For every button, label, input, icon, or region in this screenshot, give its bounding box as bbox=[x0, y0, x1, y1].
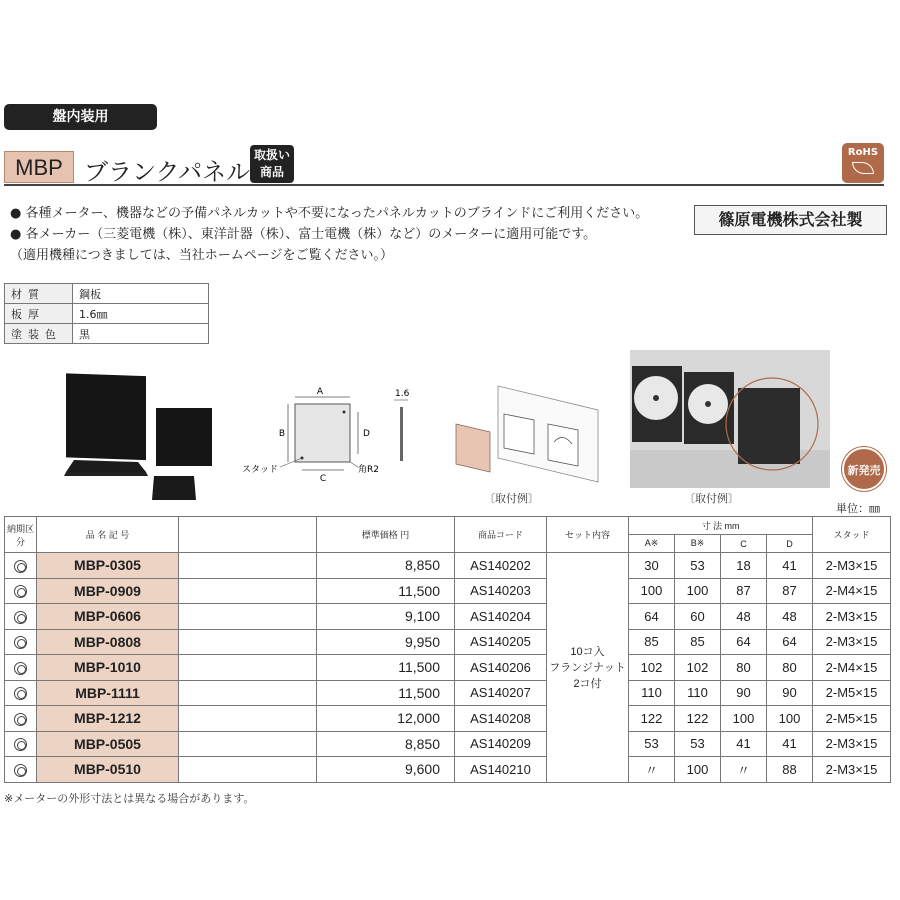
stud-spec: 2-M5×15 bbox=[813, 706, 891, 732]
table-row bbox=[5, 553, 891, 579]
dim-a: 30 bbox=[629, 553, 675, 579]
table-row bbox=[5, 578, 891, 604]
dim-a: 122 bbox=[629, 706, 675, 732]
blank-cell bbox=[179, 604, 317, 630]
blank-cell bbox=[179, 578, 317, 604]
leaf-icon bbox=[852, 162, 874, 174]
dim-d: 88 bbox=[767, 757, 813, 783]
dim-d: 48 bbox=[767, 604, 813, 630]
product-table bbox=[4, 516, 891, 783]
delivery-mark bbox=[5, 680, 37, 706]
product-code-cell: AS140206 bbox=[455, 655, 547, 681]
dim-b: 100 bbox=[675, 757, 721, 783]
thickness-label: 1.6 bbox=[395, 389, 410, 399]
part-number: MBP-0909 bbox=[37, 578, 179, 604]
product-code-cell: AS140202 bbox=[455, 553, 547, 579]
radius-label: 角R2 bbox=[358, 465, 379, 475]
dim-c: 41 bbox=[721, 731, 767, 757]
maker-label: 篠原電機株式会社製 bbox=[694, 205, 887, 235]
mounting-example-2 bbox=[630, 350, 830, 488]
dim-d: 41 bbox=[767, 731, 813, 757]
double-circle-icon bbox=[14, 611, 27, 624]
price: 9,600 bbox=[317, 757, 455, 783]
dim-c: 100 bbox=[721, 706, 767, 732]
set-content-line: フランジナット bbox=[549, 662, 626, 675]
blank-cell bbox=[179, 553, 317, 579]
delivery-mark bbox=[5, 757, 37, 783]
dim-c: 90 bbox=[721, 680, 767, 706]
dim-b: 53 bbox=[675, 553, 721, 579]
dim-c: 80 bbox=[721, 655, 767, 681]
rohs-badge bbox=[842, 143, 884, 183]
handling-badge bbox=[250, 145, 294, 183]
dimension-diagram bbox=[240, 382, 420, 487]
delivery-mark bbox=[5, 629, 37, 655]
header-set: セット内容 bbox=[547, 517, 629, 553]
delivery-mark bbox=[5, 604, 37, 630]
dim-b: 122 bbox=[675, 706, 721, 732]
header-price: 標準価格 円 bbox=[317, 517, 455, 553]
blank-cell bbox=[179, 757, 317, 783]
blank-cell bbox=[179, 731, 317, 757]
spec-key: 材質 bbox=[5, 284, 73, 304]
stud-spec: 2-M5×15 bbox=[813, 680, 891, 706]
header-c: C bbox=[721, 535, 767, 553]
footnote: ※メーターの外形寸法とは異なる場合があります。 bbox=[4, 792, 255, 805]
part-number: MBP-0305 bbox=[37, 553, 179, 579]
part-number: MBP-0510 bbox=[37, 757, 179, 783]
dim-a: 100 bbox=[629, 578, 675, 604]
dim-d: 87 bbox=[767, 578, 813, 604]
example-caption: 〔取付例〕 bbox=[684, 492, 739, 505]
double-circle-icon bbox=[14, 713, 27, 726]
part-number: MBP-0505 bbox=[37, 731, 179, 757]
dim-b: 100 bbox=[675, 578, 721, 604]
stud-spec: 2-M3×15 bbox=[813, 629, 891, 655]
header-delivery: 納期区分 bbox=[5, 517, 37, 553]
dim-a-label: A bbox=[316, 387, 324, 397]
double-circle-icon bbox=[14, 738, 27, 751]
delivery-mark bbox=[5, 655, 37, 681]
header-stud: スタッド bbox=[813, 517, 891, 553]
blank-cell bbox=[179, 680, 317, 706]
table-row bbox=[5, 655, 891, 681]
delivery-mark bbox=[5, 731, 37, 757]
delivery-mark bbox=[5, 706, 37, 732]
header-blank bbox=[179, 517, 317, 553]
dim-c-label: C bbox=[319, 474, 327, 484]
price: 11,500 bbox=[317, 578, 455, 604]
product-code-cell: AS140204 bbox=[455, 604, 547, 630]
price: 8,850 bbox=[317, 553, 455, 579]
dim-d: 41 bbox=[767, 553, 813, 579]
example-caption: 〔取付例〕 bbox=[484, 492, 539, 505]
spec-value: 黒 bbox=[73, 324, 209, 344]
feature-item: ● 各種メーター、機器などの予備パネルカットや不要になったパネルカットのブラインドにご利用ください。 bbox=[10, 206, 649, 221]
blank-cell bbox=[179, 629, 317, 655]
table-row bbox=[5, 706, 891, 732]
dim-b: 102 bbox=[675, 655, 721, 681]
mounting-example-1 bbox=[450, 384, 610, 484]
new-badge: 新発売 bbox=[842, 447, 886, 491]
dim-c: 64 bbox=[721, 629, 767, 655]
dim-a: 110 bbox=[629, 680, 675, 706]
spec-key: 板厚 bbox=[5, 304, 73, 324]
dim-b-label: B bbox=[278, 429, 286, 439]
feature-item: （適用機種につきましては、当社ホームページをご覧ください。） bbox=[10, 248, 393, 263]
dim-c: 〃 bbox=[721, 757, 767, 783]
spec-value: 1.6㎜ bbox=[73, 304, 209, 324]
dim-d: 80 bbox=[767, 655, 813, 681]
category-tag: 盤内装用 bbox=[4, 104, 157, 130]
dim-c: 87 bbox=[721, 578, 767, 604]
dim-d: 64 bbox=[767, 629, 813, 655]
header-dims: 寸 法 mm bbox=[629, 517, 813, 535]
table-row bbox=[5, 680, 891, 706]
header-b: B※ bbox=[675, 535, 721, 553]
dim-c: 18 bbox=[721, 553, 767, 579]
stud-spec: 2-M4×15 bbox=[813, 655, 891, 681]
price: 9,950 bbox=[317, 629, 455, 655]
set-content-line: 10コ入 bbox=[570, 646, 605, 659]
product-code-cell: AS140203 bbox=[455, 578, 547, 604]
double-circle-icon bbox=[14, 687, 27, 700]
double-circle-icon bbox=[14, 560, 27, 573]
table-row bbox=[5, 731, 891, 757]
delivery-mark bbox=[5, 578, 37, 604]
dim-b: 53 bbox=[675, 731, 721, 757]
part-number: MBP-0808 bbox=[37, 629, 179, 655]
header-code: 商品コード bbox=[455, 517, 547, 553]
set-content-line: 2コ付 bbox=[573, 678, 602, 691]
part-number: MBP-0606 bbox=[37, 604, 179, 630]
stud-label: スタッド bbox=[242, 465, 279, 475]
header-d: D bbox=[767, 535, 813, 553]
table-row bbox=[5, 604, 891, 630]
stud-spec: 2-M3×15 bbox=[813, 553, 891, 579]
dim-d-label: D bbox=[363, 429, 370, 439]
double-circle-icon bbox=[14, 764, 27, 777]
product-code-cell: AS140207 bbox=[455, 680, 547, 706]
table-row bbox=[5, 629, 891, 655]
double-circle-icon bbox=[14, 636, 27, 649]
part-number: MBP-1111 bbox=[37, 680, 179, 706]
set-content bbox=[547, 553, 629, 783]
header-a: A※ bbox=[629, 535, 675, 553]
dim-a: 85 bbox=[629, 629, 675, 655]
feature-list bbox=[10, 203, 648, 266]
rohs-label: RoHS bbox=[847, 147, 879, 158]
handling-badge-line2: 商品 bbox=[259, 165, 284, 179]
part-number: MBP-1212 bbox=[37, 706, 179, 732]
product-photo bbox=[56, 368, 226, 508]
product-code-cell: AS140209 bbox=[455, 731, 547, 757]
product-code-cell: AS140210 bbox=[455, 757, 547, 783]
price: 12,000 bbox=[317, 706, 455, 732]
header-part: 品 名 記 号 bbox=[37, 517, 179, 553]
spec-value: 鋼板 bbox=[73, 284, 209, 304]
dim-a: 64 bbox=[629, 604, 675, 630]
price: 9,100 bbox=[317, 604, 455, 630]
spec-table bbox=[4, 283, 209, 344]
price: 11,500 bbox=[317, 680, 455, 706]
dim-d: 100 bbox=[767, 706, 813, 732]
dim-a: 〃 bbox=[629, 757, 675, 783]
price: 11,500 bbox=[317, 655, 455, 681]
delivery-mark bbox=[5, 553, 37, 579]
dim-a: 102 bbox=[629, 655, 675, 681]
feature-item: ● 各メーカー（三菱電機（株）、東洋計器（株）、富士電機（株）など）のメーターに適用可能です。 bbox=[10, 227, 597, 242]
dim-d: 90 bbox=[767, 680, 813, 706]
stud-spec: 2-M3×15 bbox=[813, 757, 891, 783]
dim-c: 48 bbox=[721, 604, 767, 630]
product-name: ブランクパネル bbox=[84, 158, 251, 186]
stud-spec: 2-M3×15 bbox=[813, 731, 891, 757]
spec-key: 塗装色 bbox=[5, 324, 73, 344]
blank-cell bbox=[179, 655, 317, 681]
product-code-cell: AS140208 bbox=[455, 706, 547, 732]
stud-spec: 2-M3×15 bbox=[813, 604, 891, 630]
table-row bbox=[5, 757, 891, 783]
double-circle-icon bbox=[14, 662, 27, 675]
part-number: MBP-1010 bbox=[37, 655, 179, 681]
dim-b: 110 bbox=[675, 680, 721, 706]
dim-b: 85 bbox=[675, 629, 721, 655]
blank-cell bbox=[179, 706, 317, 732]
unit-label: 単位：㎜ bbox=[836, 502, 880, 515]
stud-spec: 2-M4×15 bbox=[813, 578, 891, 604]
dim-b: 60 bbox=[675, 604, 721, 630]
product-code-cell: AS140205 bbox=[455, 629, 547, 655]
product-code: MBP bbox=[4, 151, 74, 183]
double-circle-icon bbox=[14, 585, 27, 598]
handling-badge-line1: 取扱い bbox=[253, 148, 290, 162]
dim-a: 53 bbox=[629, 731, 675, 757]
price: 8,850 bbox=[317, 731, 455, 757]
